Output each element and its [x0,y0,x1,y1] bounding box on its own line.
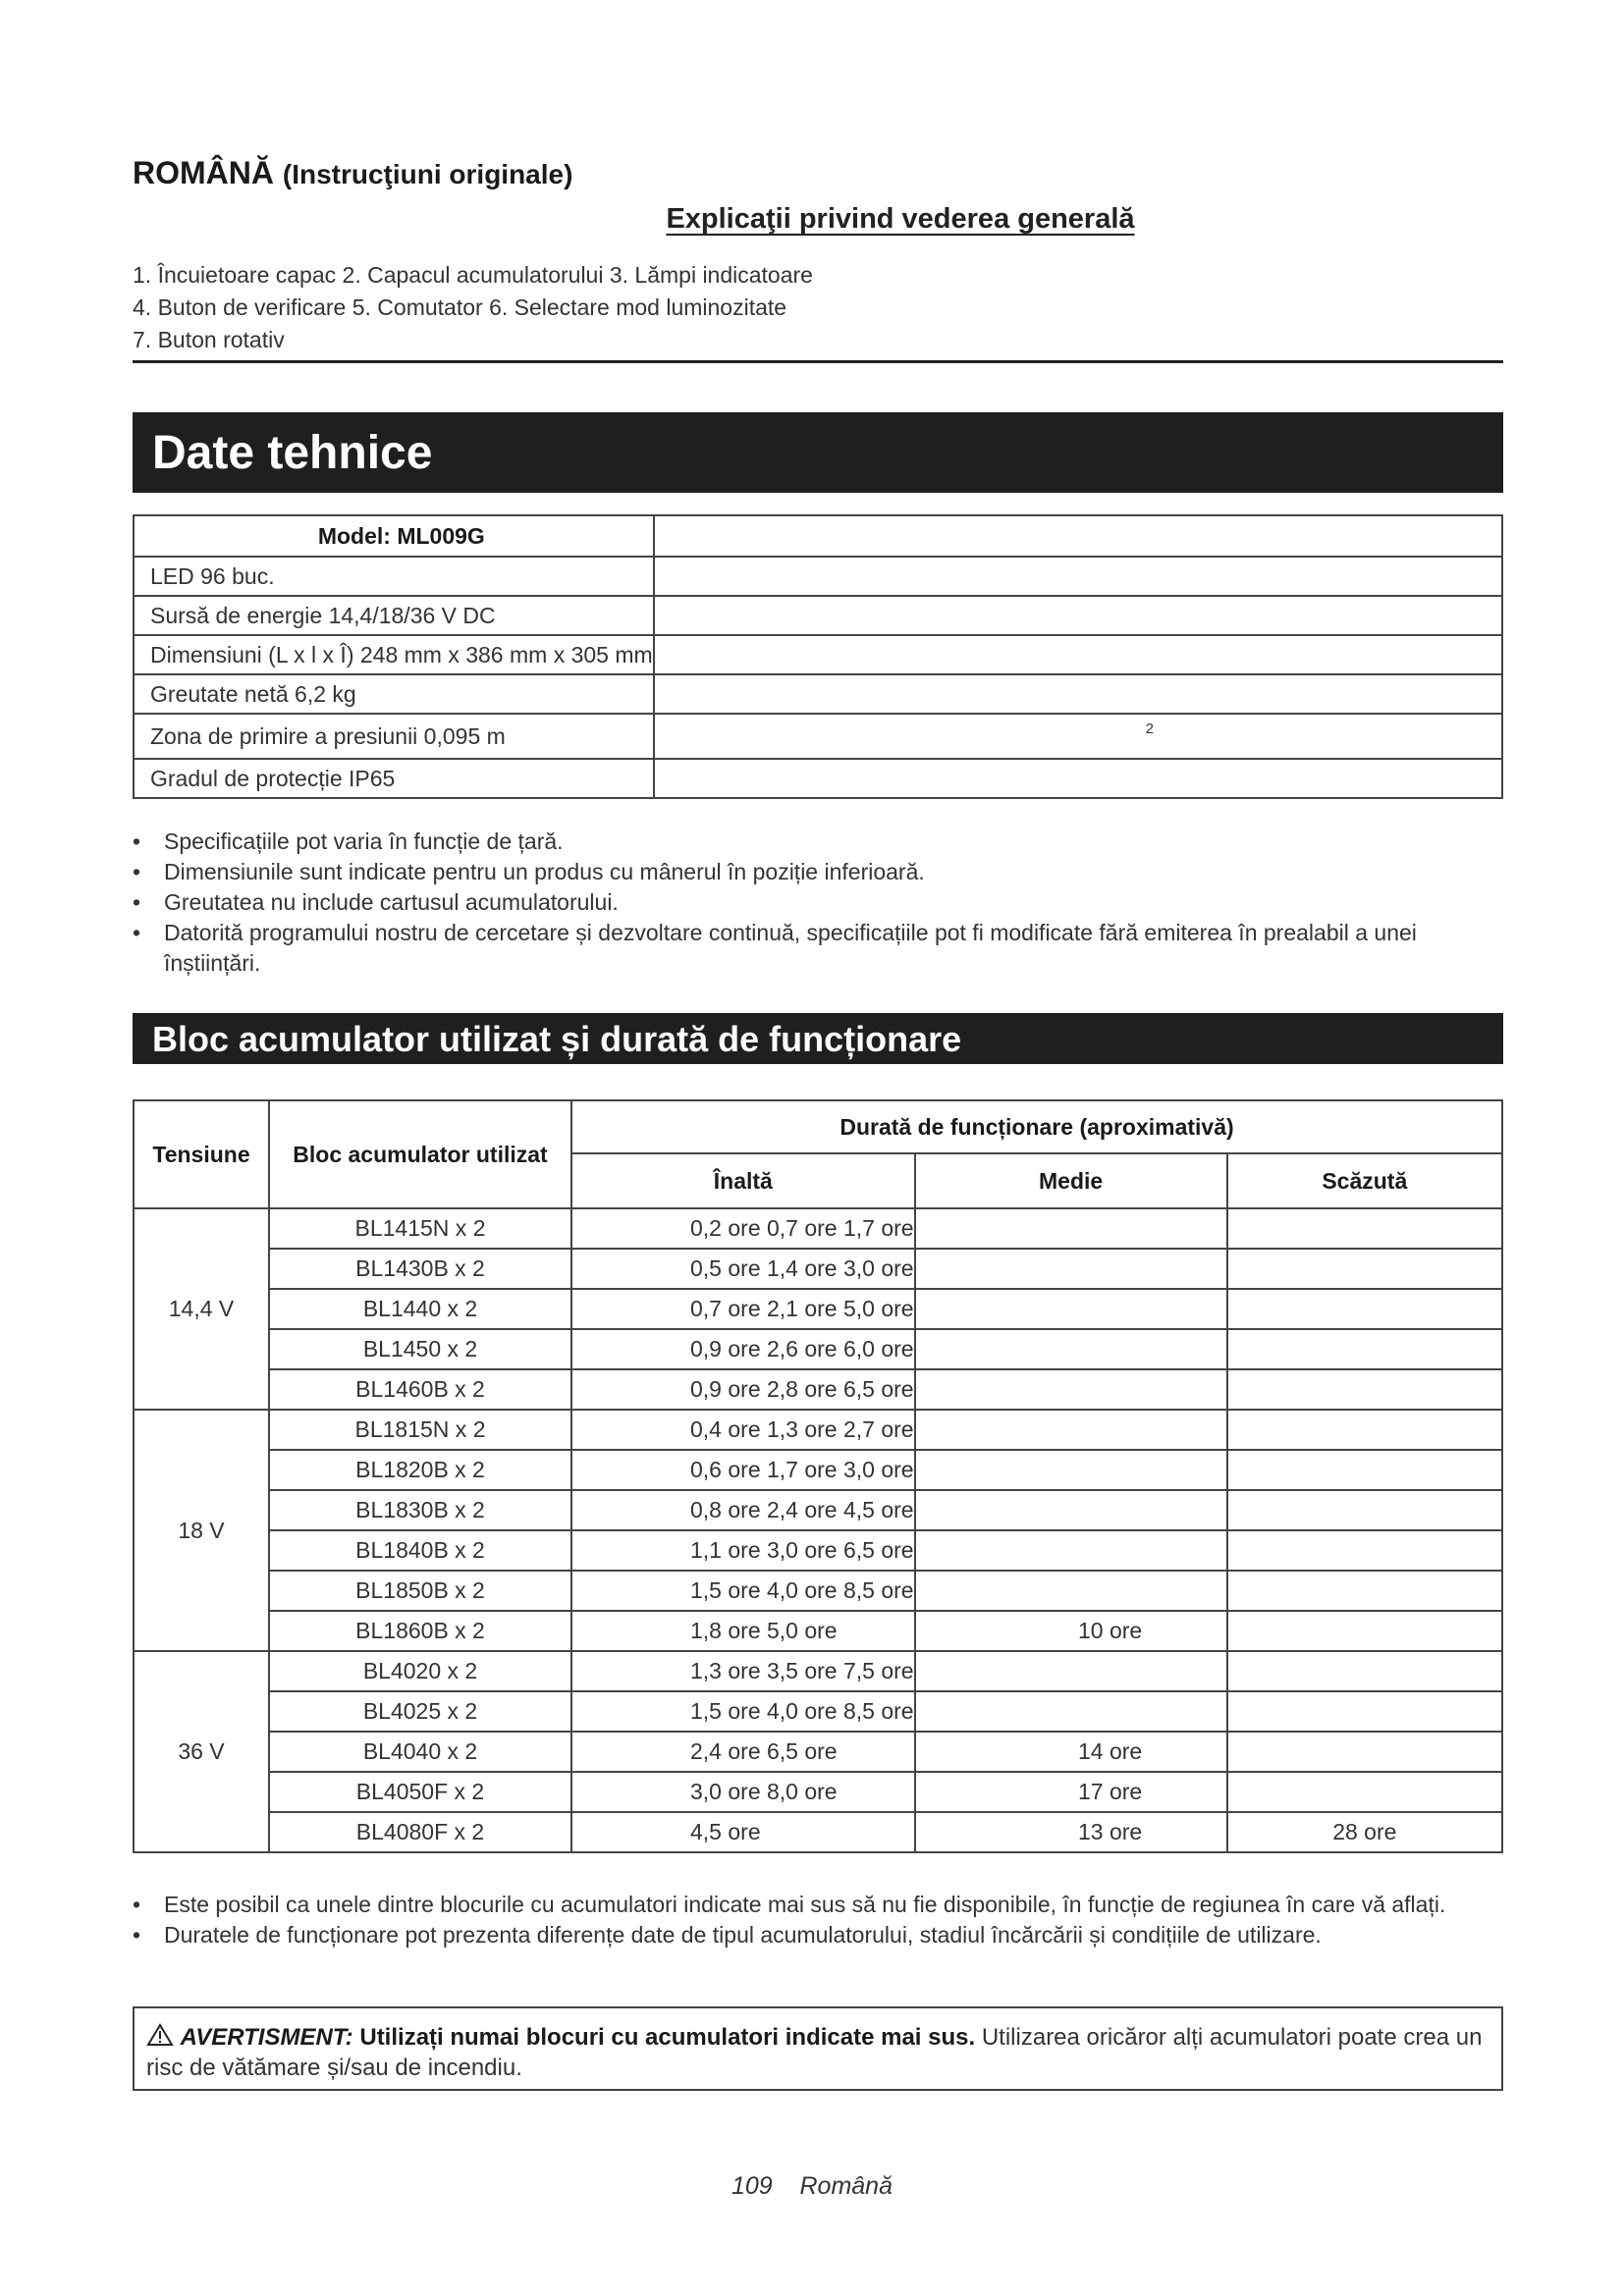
high-cell: 0,7 ore 2,1 ore 5,0 ore [571,1289,915,1329]
medium-cell [915,1651,1227,1691]
low-cell [1227,1249,1502,1289]
low-cell [1227,1490,1502,1530]
medium-cell [915,1490,1227,1530]
spec-row: Greutate netă 6,2 kg [134,674,1502,714]
low-cell [1227,1329,1502,1369]
col-high: Înaltă [571,1153,915,1208]
medium-cell [915,1289,1227,1329]
high-cell: 1,8 ore 5,0 ore [571,1611,915,1651]
pack-cell: BL4025 x 2 [269,1691,571,1732]
pack-cell: BL1830B x 2 [269,1490,571,1530]
high-cell: 4,5 ore [571,1812,915,1852]
pack-cell: BL4080F x 2 [269,1812,571,1852]
table-row [134,1651,1502,1691]
table-row [134,1249,1502,1289]
low-cell [1227,1369,1502,1410]
language-label: ROMÂNĂ [133,155,274,190]
table-row [134,1732,1502,1772]
high-cell: 0,8 ore 2,4 ore 4,5 ore [571,1490,915,1530]
spec-table [133,514,1503,799]
low-cell [1227,1772,1502,1812]
pack-cell: BL1440 x 2 [269,1289,571,1329]
col-low: Scăzută [1227,1153,1502,1208]
spec-row: Zona de primire a presiunii 0,095 m 2 [134,714,1502,759]
voltage-cell: 18 V [134,1410,269,1651]
pack-cell: BL1430B x 2 [269,1249,571,1289]
note-item: • Duratele de funcționare pot prezenta diferențe date de tipul acumulatorului, stadiul încărcării și condițiile de utilizare. [133,1920,1507,1950]
medium-cell: 13 ore [915,1812,1227,1852]
table-row [134,1772,1502,1812]
battery-notes [133,1890,1507,1950]
low-cell [1227,1410,1502,1450]
medium-cell: 10 ore [915,1611,1227,1651]
voltage-cell: 36 V [134,1651,269,1852]
low-cell [1227,1611,1502,1651]
table-row [134,1329,1502,1369]
table-row [134,1611,1502,1651]
warning-box [133,2006,1503,2091]
note-item: • Dimensiunile sunt indicate pentru un produs cu mânerul în poziție inferioară. [133,857,1507,887]
low-cell: 28 ore [1227,1812,1502,1852]
high-cell: 1,3 ore 3,5 ore 7,5 ore [571,1651,915,1691]
medium-cell [915,1369,1227,1410]
pack-cell: BL1860B x 2 [269,1611,571,1651]
battery-table [133,1099,1503,1853]
high-cell: 3,0 ore 8,0 ore [571,1772,915,1812]
spec-title: Date tehnice [152,427,433,479]
table-row [134,1369,1502,1410]
overview-title: Explicaţii privind vederea generală [666,203,1135,235]
voltage-cell: 14,4 V [134,1208,269,1410]
note-item: • Datorită programului nostru de cercetare și dezvoltare continuă, specificațiile pot fi modificate fără emiterea în prealabil a unei înștiințări. [133,918,1507,979]
low-cell [1227,1732,1502,1772]
low-cell [1227,1651,1502,1691]
low-cell [1227,1450,1502,1490]
high-cell: 0,9 ore 2,8 ore 6,5 ore [571,1369,915,1410]
high-cell: 1,5 ore 4,0 ore 8,5 ore [571,1571,915,1611]
page-number: 109 [731,2172,773,2200]
low-cell [1227,1691,1502,1732]
warning-text: Utilizarea oricăror alți acumulatori poate crea un risc de vătămare și/sau de incendiu. [146,2024,1483,2081]
spec-row: Sursă de energie 14,4/18/36 V DC [134,596,1502,635]
medium-cell [915,1208,1227,1249]
table-row [134,1571,1502,1611]
note-item: • Greutatea nu include cartusul acumulatorului. [133,887,1507,918]
medium-cell [915,1329,1227,1369]
medium-cell [915,1530,1227,1571]
low-cell [1227,1289,1502,1329]
high-cell: 1,1 ore 3,0 ore 6,5 ore [571,1530,915,1571]
pack-cell: BL1460B x 2 [269,1369,571,1410]
pack-cell: BL4050F x 2 [269,1772,571,1812]
overview-line-2: 4. Buton de verificare 5. Comutator 6. Selectare mod luminozitate [133,294,787,320]
page-footer [0,2172,1624,2201]
pack-cell: BL4020 x 2 [269,1651,571,1691]
note-item: • Specificațiile pot varia în funcție de țară. [133,827,1507,857]
table-row [134,1450,1502,1490]
warning-bold: Utilizați numai blocuri cu acumulatori indicate mai sus. [359,2024,976,2051]
table-row [134,1691,1502,1732]
pack-cell: BL1820B x 2 [269,1450,571,1490]
battery-banner [133,1013,1503,1064]
divider [133,360,1503,363]
low-cell [1227,1530,1502,1571]
high-cell: 0,5 ore 1,4 ore 3,0 ore [571,1249,915,1289]
col-duration: Durată de funcționare (aproximativă) [571,1100,1502,1153]
low-cell [1227,1208,1502,1249]
low-cell [1227,1571,1502,1611]
table-row [134,1289,1502,1329]
battery-header-row [134,1100,1502,1153]
warning-label: AVERTISMENT: [180,2024,353,2051]
battery-title: Bloc acumulator utilizat și durată de funcționare [152,1019,962,1059]
pack-cell: BL4040 x 2 [269,1732,571,1772]
pack-cell: BL1415N x 2 [269,1208,571,1249]
spec-model: Model: ML009G [134,515,654,557]
spec-header-row [134,515,1502,557]
table-row [134,1410,1502,1450]
col-pack: Bloc acumulator utilizat [269,1100,571,1208]
footer-language: Română [799,2172,893,2200]
section-language-title [133,155,572,191]
medium-cell: 17 ore [915,1772,1227,1812]
table-row [134,1812,1502,1852]
col-voltage: Tensiune [134,1100,269,1208]
language-subtitle: (Instrucţiuni originale) [282,159,573,189]
pack-cell: BL1815N x 2 [269,1410,571,1450]
high-cell: 0,4 ore 1,3 ore 2,7 ore [571,1410,915,1450]
medium-cell [915,1410,1227,1450]
warning-icon [146,2023,174,2047]
pack-cell: BL1450 x 2 [269,1329,571,1369]
table-row [134,1490,1502,1530]
pack-cell: BL1840B x 2 [269,1530,571,1571]
high-cell: 0,9 ore 2,6 ore 6,0 ore [571,1329,915,1369]
spec-row: LED 96 buc. [134,557,1502,596]
medium-cell: 14 ore [915,1732,1227,1772]
table-row [134,1530,1502,1571]
high-cell: 0,6 ore 1,7 ore 3,0 ore [571,1450,915,1490]
high-cell: 0,2 ore 0,7 ore 1,7 ore [571,1208,915,1249]
table-row [134,1208,1502,1249]
medium-cell [915,1450,1227,1490]
overview-line-1: 1. Încuietoare capac 2. Capacul acumulatorului 3. Lămpi indicatoare [133,262,813,288]
overview-line-3: 7. Buton rotativ [133,327,285,352]
pack-cell: BL1850B x 2 [269,1571,571,1611]
medium-cell [915,1571,1227,1611]
high-cell: 2,4 ore 6,5 ore [571,1732,915,1772]
spec-notes [133,827,1507,979]
note-item: • Este posibil ca unele dintre blocurile cu acumulatori indicate mai sus să nu fie disponibile, în funcție de regiunea în care vă aflați. [133,1890,1507,1920]
high-cell: 1,5 ore 4,0 ore 8,5 ore [571,1691,915,1732]
spec-row: Gradul de protecție IP65 [134,759,1502,798]
col-medium: Medie [915,1153,1227,1208]
medium-cell [915,1249,1227,1289]
superscript-two: 2 [654,714,1502,759]
spec-row: Dimensiuni (L x l x Î) 248 mm x 386 mm x 305 mm [134,635,1502,674]
spec-banner [133,412,1503,493]
medium-cell [915,1691,1227,1732]
